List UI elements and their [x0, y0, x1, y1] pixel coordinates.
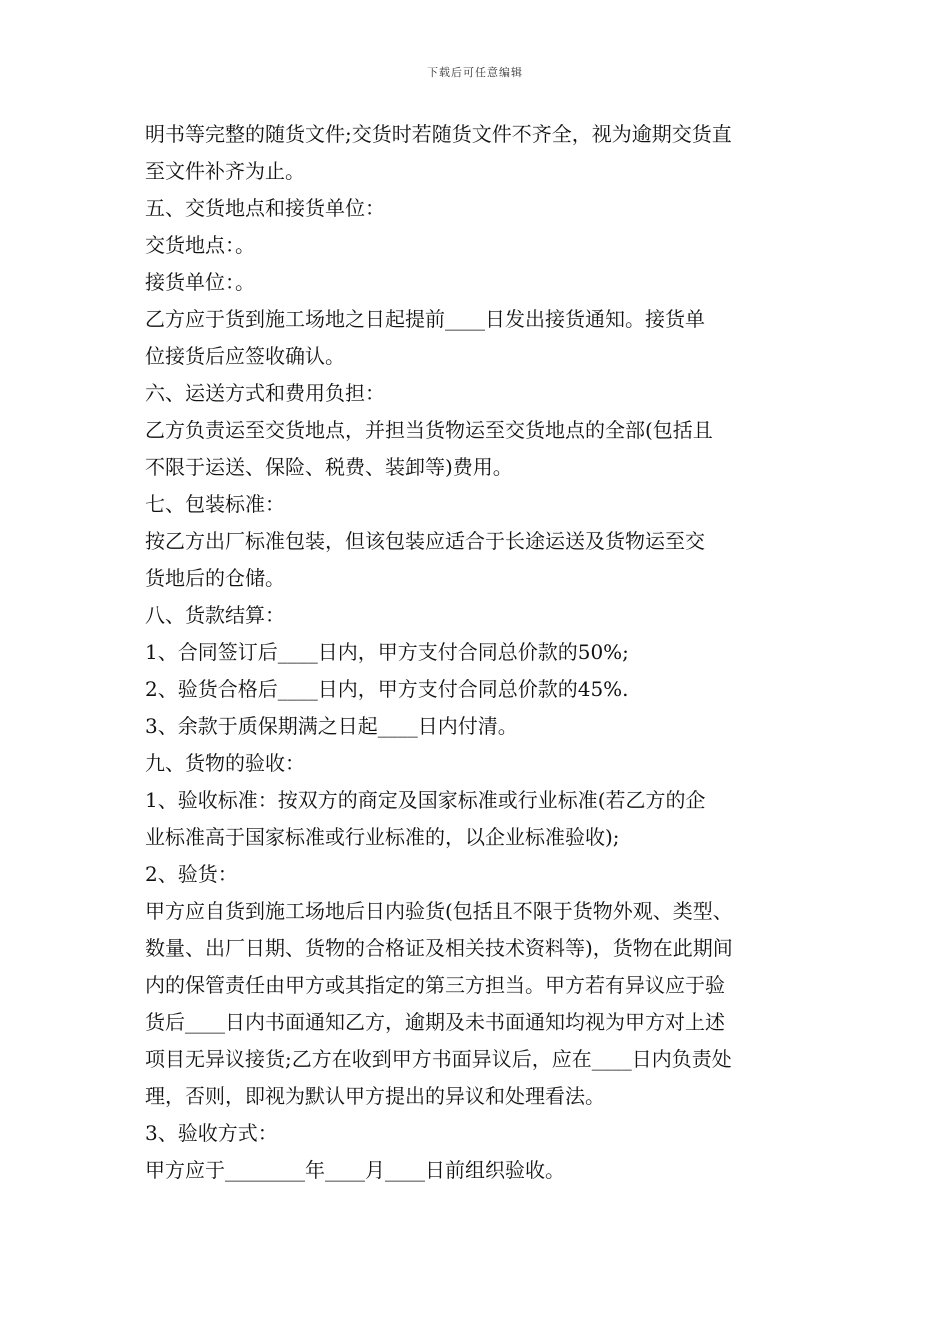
text-line: 项目无异议接货;乙方在收到甲方书面异议后，应在____日内负责处	[145, 1047, 732, 1071]
section-heading: 七、包装标准：	[145, 492, 285, 516]
text-line: 交货地点：。	[145, 233, 255, 257]
text-line: 按乙方出厂标准包装，但该包装应适合于长途运送及货物运至交	[145, 529, 705, 553]
document-body	[145, 116, 815, 1189]
text-line: 至文件补齐为止。	[145, 159, 305, 183]
text-line: 业标准高于国家标准或行业标准的，以企业标准验收);	[145, 825, 620, 849]
text-line: 货地后的仓储。	[145, 566, 285, 590]
text-line: 乙方负责运至交货地点，并担当货物运至交货地点的全部(包括且	[145, 418, 713, 442]
section-heading: 九、货物的验收：	[145, 751, 305, 775]
text-line: 内的保管责任由甲方或其指定的第三方担当。甲方若有异议应于验	[145, 973, 725, 997]
text-line: 货后____日内书面通知乙方，逾期及未书面通知均视为甲方对上述	[145, 1010, 725, 1034]
text-line: 理，否则，即视为默认甲方提出的异议和处理看法。	[145, 1084, 605, 1108]
text-line: 数量、出厂日期、货物的合格证及相关技术资料等)，货物在此期间	[145, 936, 733, 960]
section-heading: 五、交货地点和接货单位：	[145, 196, 385, 220]
list-item: 1、验收标准：按双方的商定及国家标准或行业标准(若乙方的企	[145, 788, 706, 812]
page-header: 下载后可任意编辑	[427, 66, 523, 79]
text-line: 甲方应自货到施工场地后日内验货(包括且不限于货物外观、类型、	[145, 899, 733, 923]
list-item: 3、验收方式：	[145, 1121, 278, 1145]
list-item: 2、验货：	[145, 862, 238, 886]
section-heading: 六、运送方式和费用负担：	[145, 381, 385, 405]
list-item: 3、余款于质保期满之日起____日内付清。	[145, 714, 518, 738]
list-item: 2、验货合格后____日内，甲方支付合同总价款的45%.	[145, 677, 629, 701]
list-item: 1、合同签订后____日内，甲方支付合同总价款的50%;	[145, 640, 629, 664]
text-line: 甲方应于________年____月____日前组织验收。	[145, 1158, 565, 1182]
text-line: 接货单位：。	[145, 270, 255, 294]
text-line: 不限于运送、保险、税费、装卸等)费用。	[145, 455, 513, 479]
text-line: 明书等完整的随货文件;交货时若随货文件不齐全，视为逾期交货直	[145, 122, 732, 146]
text-line: 乙方应于货到施工场地之日起提前____日发出接货通知。接货单	[145, 307, 705, 331]
text-line: 位接货后应签收确认。	[145, 344, 345, 368]
section-heading: 八、货款结算：	[145, 603, 285, 627]
